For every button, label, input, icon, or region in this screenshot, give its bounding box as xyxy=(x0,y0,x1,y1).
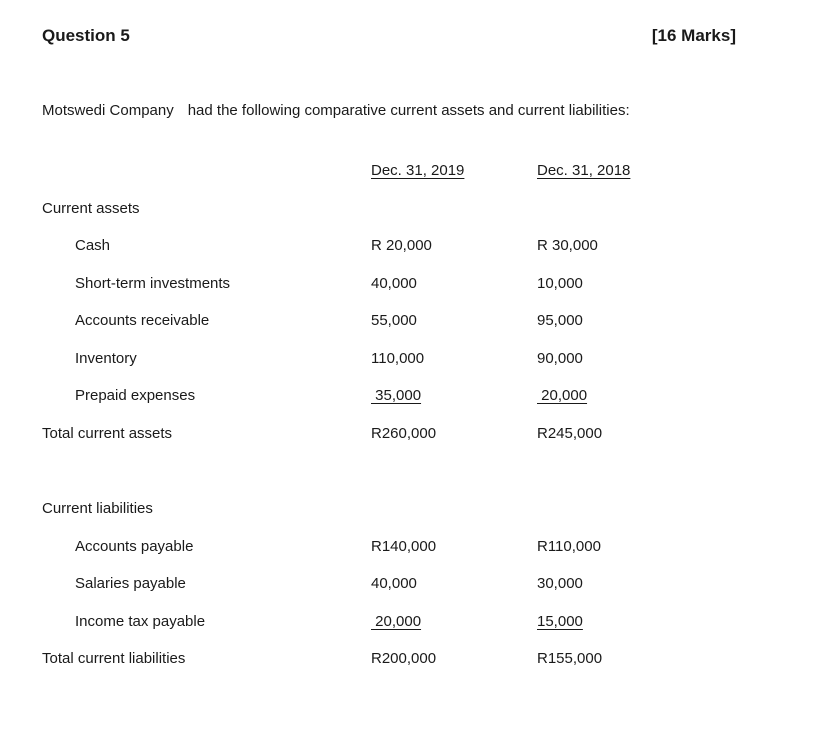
total-current-assets-2018: R245,000 xyxy=(537,425,603,442)
value-2018-salaries-payable: 30,000 xyxy=(537,575,583,592)
value-2019-accounts-receivable: 55,000 xyxy=(371,312,417,329)
company-name: Motswedi Company xyxy=(42,102,174,119)
value-2018-income-tax-payable: 15,000 xyxy=(537,613,583,630)
total-current-liabilities-2018: R155,000 xyxy=(537,650,603,667)
total-current-liabilities-label: Total current liabilities xyxy=(42,650,186,667)
current-liabilities-heading: Current liabilities xyxy=(42,500,153,517)
row-label-short-term-investments: Short-term investments xyxy=(75,275,231,292)
row-label-accounts-receivable: Accounts receivable xyxy=(75,312,210,329)
value-2019-inventory: 110,000 xyxy=(371,350,425,367)
intro-paragraph xyxy=(42,102,630,119)
value-2019-accounts-payable: R140,000 xyxy=(371,538,437,555)
column-header-2018: Dec. 31, 2018 xyxy=(537,162,631,179)
value-2019-income-tax-payable: 20,000 xyxy=(371,613,422,630)
value-2018-accounts-receivable: 95,000 xyxy=(537,312,583,329)
value-2018-accounts-payable: R110,000 xyxy=(537,538,601,555)
value-2018-prepaid-expenses: 20,000 xyxy=(537,387,588,404)
value-2018-short-term-investments: 10,000 xyxy=(537,275,583,292)
total-current-liabilities-2019: R200,000 xyxy=(371,650,437,667)
row-label-salaries-payable: Salaries payable xyxy=(75,575,186,592)
column-header-2019: Dec. 31, 2019 xyxy=(371,162,465,179)
question-title: Question 5 xyxy=(42,26,130,45)
value-2019-short-term-investments: 40,000 xyxy=(371,275,417,292)
value-2019-prepaid-expenses: 35,000 xyxy=(371,387,422,404)
total-current-assets-label: Total current assets xyxy=(42,425,173,442)
row-label-accounts-payable: Accounts payable xyxy=(75,538,194,555)
intro-text: had the following comparative current assets and current liabilities: xyxy=(187,102,630,119)
value-2018-cash: R 30,000 xyxy=(537,237,598,254)
row-label-prepaid-expenses: Prepaid expenses xyxy=(75,387,196,404)
value-2019-cash: R 20,000 xyxy=(371,237,432,254)
total-current-assets-2019: R260,000 xyxy=(371,425,437,442)
current-assets-heading: Current assets xyxy=(42,200,140,217)
row-label-income-tax-payable: Income tax payable xyxy=(75,613,206,630)
value-2019-salaries-payable: 40,000 xyxy=(371,575,417,592)
row-label-inventory: Inventory xyxy=(75,350,137,367)
row-label-cash: Cash xyxy=(75,237,111,254)
marks-label: [16 Marks] xyxy=(651,26,736,45)
value-2018-inventory: 90,000 xyxy=(537,350,583,367)
